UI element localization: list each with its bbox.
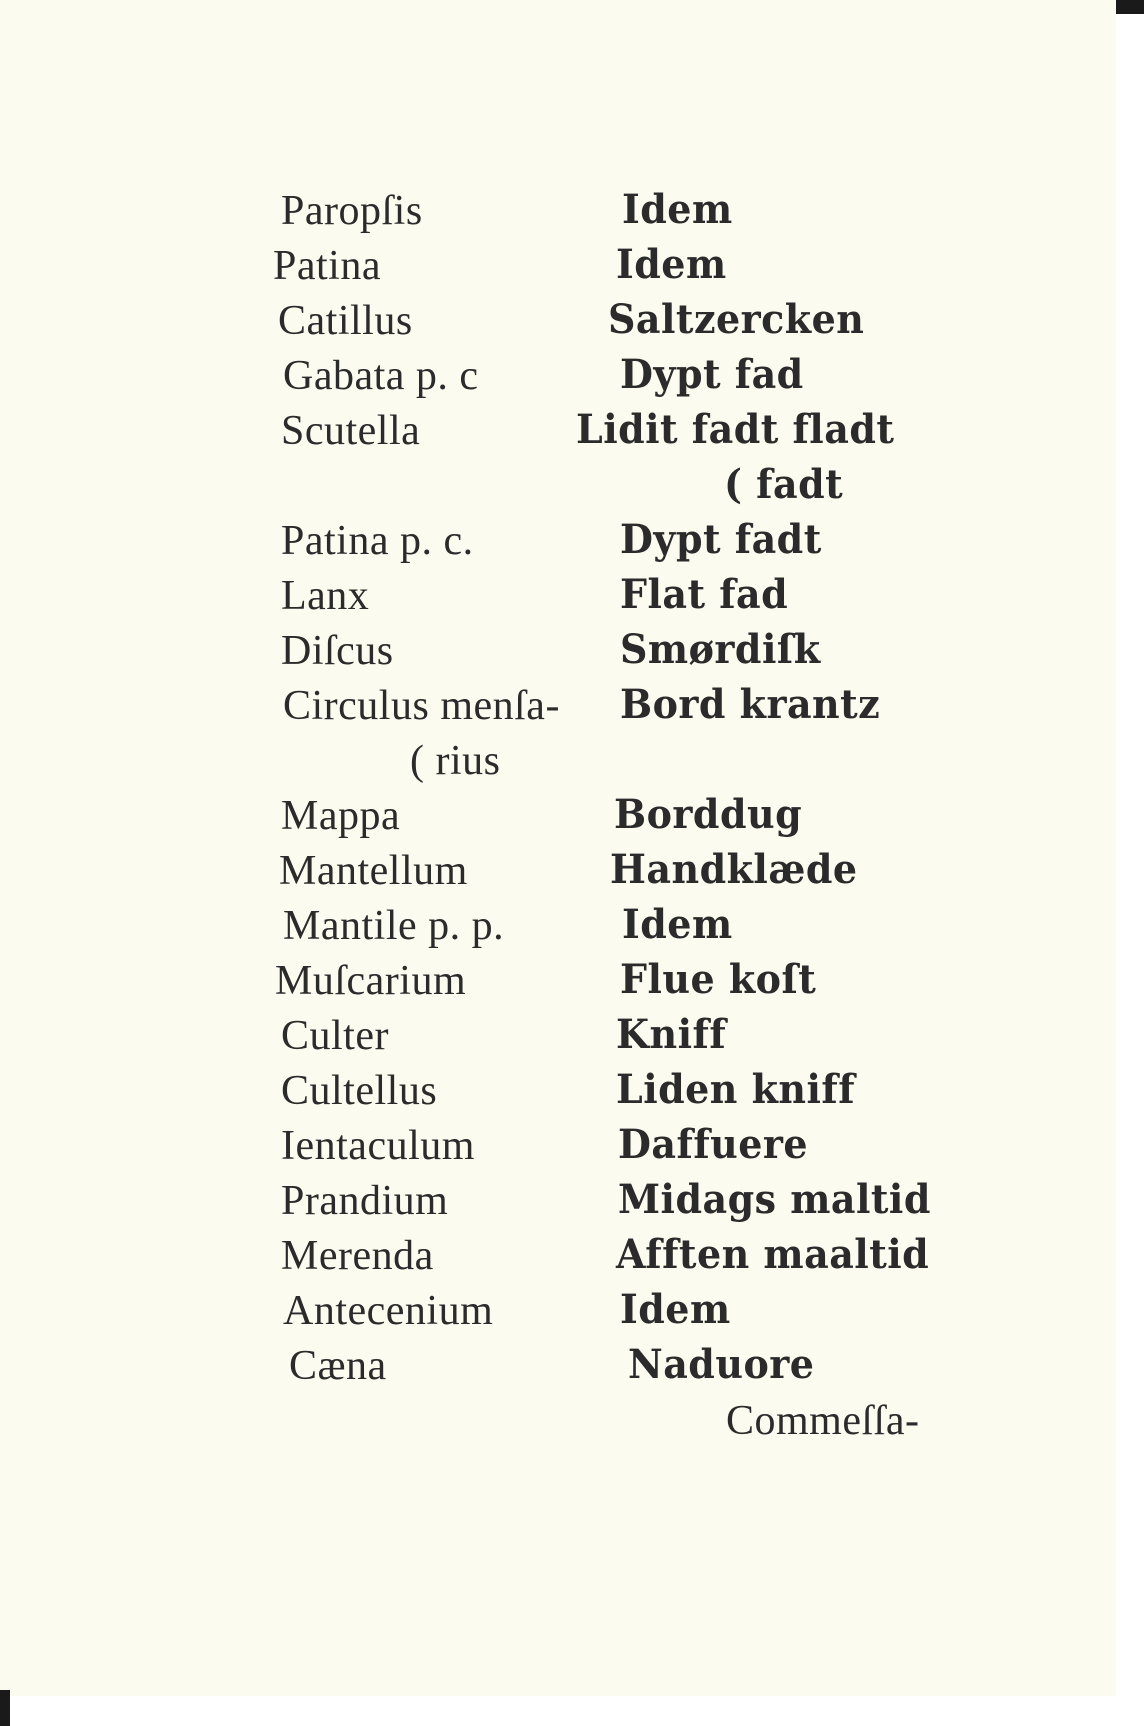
danish-term: Idem (622, 186, 733, 233)
latin-term: Catillus (278, 298, 413, 344)
danish-term: Kniff (616, 1011, 727, 1058)
danish-term: Dypt fad (620, 351, 804, 398)
latin-term: Mantile p. p. (283, 903, 505, 949)
latin-term: Paropſis (281, 188, 423, 234)
latin-term: Gabata p. c (283, 353, 479, 399)
danish-term: Liden kniff (616, 1066, 856, 1113)
latin-term: Merenda (281, 1233, 434, 1279)
scan-margin-bottom (0, 1696, 1116, 1726)
danish-term: Flue koſt (620, 956, 817, 1003)
danish-term: Saltzercken (608, 296, 865, 343)
latin-term: Mappa (281, 793, 401, 839)
danish-term: Lidit fadt fladt (576, 406, 895, 453)
latin-term-continuation: ( rius (410, 738, 501, 784)
latin-term: Ientaculum (281, 1123, 475, 1169)
latin-term: Patina (273, 243, 381, 289)
scan-corner-mark (1116, 0, 1144, 14)
latin-term: Prandium (281, 1178, 449, 1224)
latin-term: Mantellum (279, 848, 468, 894)
danish-term: Midags maltid (618, 1176, 931, 1223)
scan-corner-mark (0, 1690, 10, 1726)
danish-term: Idem (620, 1286, 731, 1333)
danish-term: Afften maaltid (616, 1231, 930, 1278)
danish-term: Borddug (614, 791, 803, 838)
danish-term: Flat fad (620, 571, 789, 618)
latin-term: Diſcus (281, 628, 394, 674)
danish-term: Smørdiſk (620, 626, 821, 673)
latin-term: Culter (281, 1013, 389, 1059)
latin-term: Lanx (281, 573, 370, 619)
latin-term: Patina p. c. (281, 518, 474, 564)
latin-term: Antecenium (283, 1288, 494, 1334)
danish-term: Daffuere (618, 1121, 809, 1168)
latin-term: Cæna (289, 1343, 387, 1389)
latin-term: Muſcarium (275, 958, 467, 1004)
danish-term: Idem (616, 241, 727, 288)
danish-term: Bord krantz (620, 681, 881, 728)
danish-term: Naduore (628, 1341, 815, 1388)
scan-margin-right (1116, 0, 1144, 1726)
latin-term: Circulus menſa- (283, 683, 560, 729)
danish-term: Idem (622, 901, 733, 948)
latin-term: Cultellus (281, 1068, 438, 1114)
catchword: Commeſſa- (726, 1398, 920, 1444)
danish-term-continuation: ( fadt (724, 461, 844, 508)
danish-term: Handklæde (610, 846, 858, 893)
danish-term: Dypt fadt (620, 516, 822, 563)
latin-term: Scutella (281, 408, 421, 454)
